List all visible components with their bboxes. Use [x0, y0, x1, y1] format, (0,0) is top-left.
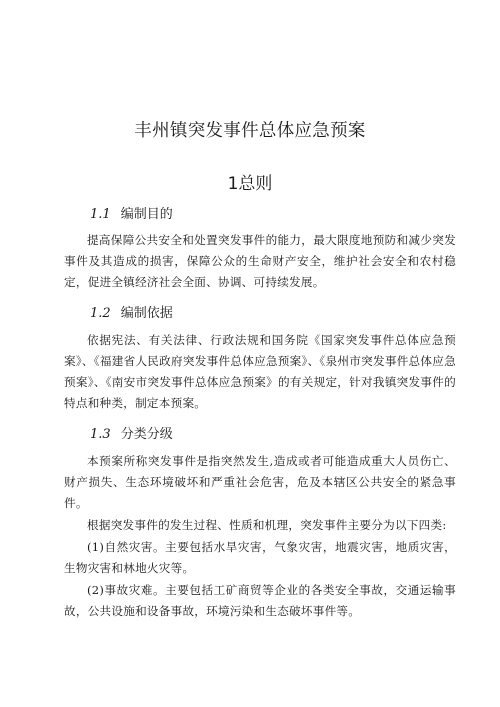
paragraph-purpose: 提高保障公共安全和处置突发事件的能力，最大限度地预防和减少突发事件及其造成的损害，保障公众的生命财产安全，维护社会安全和农村稳定，促进全镇经济社会全面、协调、可持续发展。: [64, 233, 456, 289]
paragraph-basis: 依据宪法、有关法律、行政法规和国务院《国家突发事件总体应急预案》、《福建省人民政府突发事件总体应急预案》、《泉州市突发事件总体应急预案》、《南安市突发事件总体应急预案》的有关规定，针对我镇突发事件的特点和种类，制定本预案。: [64, 333, 456, 410]
section-number: 1.1: [90, 207, 111, 222]
document-title: 丰州镇突发事件总体应急预案: [134, 121, 366, 141]
chapter-heading: 1总则: [227, 174, 273, 194]
section-title: 分类分级: [120, 427, 173, 442]
paragraph-accidents: (2)事故灾难。主要包括工矿商贸等企业的各类安全事故，交通运输事故，公共设施和设备事故，环境污染和生态破坏事件等。: [64, 583, 456, 618]
section-title: 编制依据: [120, 306, 173, 321]
paragraph-categories-intro: 根据突发事件的发生过程、性质和机理，突发事件主要分为以下四类:: [87, 518, 447, 532]
section-heading-1-2: [90, 302, 173, 321]
section-title: 编制目的: [120, 207, 173, 222]
section-number: 1.3: [90, 427, 111, 442]
paragraph-definition: 本预案所称突发事件是指突然发生,造成或者可能造成重大人员伤亡、财产损失、生态环境破坏和严重社会危害，危及本辖区公共安全的紧急事件。: [64, 454, 456, 510]
paragraph-natural-disasters: (1)自然灾害。主要包括水旱灾害，气象灾害，地震灾害，地质灾害，生物灾害和林地火灾等。: [64, 540, 456, 575]
section-heading-1-3: [90, 423, 173, 442]
section-number: 1.2: [90, 306, 111, 321]
section-heading-1-1: [90, 203, 173, 222]
